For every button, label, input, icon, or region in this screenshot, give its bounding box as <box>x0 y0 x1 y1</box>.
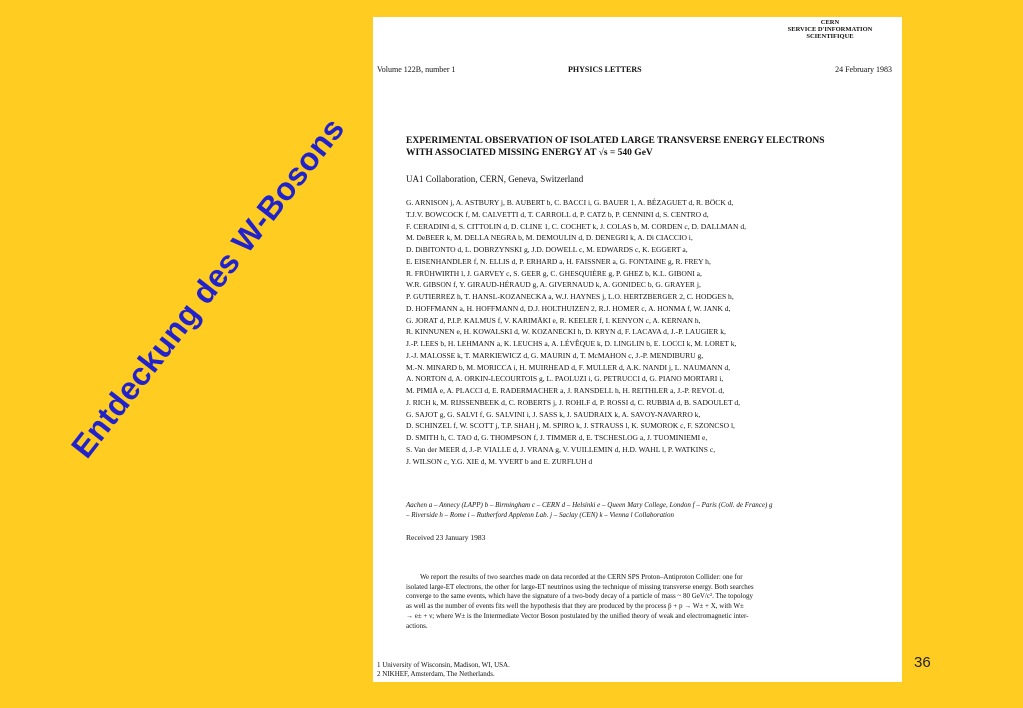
abstract <box>406 573 896 631</box>
author-line: J. WILSON c, Y.G. XIE d, M. YVERT b and E. ZURFLUH d <box>406 456 593 466</box>
author-line: T.J.V. BOWCOCK f, M. CALVETTI d, T. CARROLL d, P. CATZ b, P. CENNINI d, S. CENTRO d, <box>406 209 709 219</box>
issue-date: 24 February 1983 <box>835 65 892 74</box>
author-line: R. KINNUNEN e, H. KOWALSKI d, W. KOZANECKI h, D. KRYN d, F. LACAVA d, J.-P. LAUGIER k, <box>406 327 726 337</box>
stamp-line: SCIENTIFIQUE <box>806 33 854 40</box>
author-line: J.-J. MALOSSE k, T. MARKIEWICZ d, G. MAURIN d, T. McMAHON c, J.-P. MENDIBURU g, <box>406 350 704 360</box>
paper-title <box>406 135 886 159</box>
abstract-line: → e± + ν; where W± is the Intermediate Vector Boson postulated by the unified theory of weak and electromagnetic inter- <box>406 611 749 620</box>
affiliation-line: Aachen a – Annecy (LAPP) b – Birmingham c – CERN d – Helsinki e – Queen Mary College, London f – Paris (Coll. de France) g <box>406 501 773 509</box>
slide-title: Entdeckung des W-Bosons <box>63 110 352 465</box>
author-line: D. DiBITONTO d, L. DOBRZYNSKI g, J.D. DOWELL c, M. EDWARDS c, K. EGGERT a, <box>406 245 688 254</box>
author-line: E. EISENHANDLER f, N. ELLIS d, P. ERHARD a, H. FAISSNER a, G. FONTAINE g, R. FREY h, <box>406 256 711 266</box>
abstract-line: actions. <box>406 621 428 630</box>
abstract-line: isolated large-ET electrons, the other for large-ET neutrinos using the technique of missing transverse energy. Both searches <box>406 582 754 591</box>
author-line: J. RICH k, M. RIJSSENBEEK d, C. ROBERTS j, J. ROHLF d, P. ROSSI d, C. RUBBIA d, B. SADOULET d, <box>406 397 741 407</box>
author-line: A. NORTON d, A. ORKIN-LECOURTOIS g, L. PAOLUZI i, G. PETRUCCI d, G. PIANO MORTARI i, <box>406 374 724 384</box>
author-line: D. SMITH h, C. TAO d, G. THOMPSON f, J. TIMMER d, E. TSCHESLOG a, J. TUOMINIEMI e, <box>406 433 708 442</box>
paper-scan <box>373 17 902 682</box>
footnote: 1 University of Wisconsin, Madison, WI, USA. <box>377 661 510 669</box>
volume-info: Volume 122B, number 1 <box>377 65 456 74</box>
cern-stamp <box>780 19 880 40</box>
author-line: S. Van der MEER d, J.-P. VIALLE d, J. VRANA g, V. VUILLEMIN d, H.D. WAHL l, P. WATKINS c, <box>406 444 716 454</box>
author-line: G. SAJOT g, G. SALVI f, G. SALVINI i, J. SASS k, J. SAUDRAIX k, A. SAVOY-NAVARRO k, <box>406 409 701 419</box>
author-line: G. ARNISON j, A. ASTBURY j, B. AUBERT b, C. BACCI i, G. BAUER 1, A. BÉZAGUET d, R. BÖCK d, <box>406 198 734 207</box>
title-line: WITH ASSOCIATED MISSING ENERGY AT √s = 540 GeV <box>406 148 653 158</box>
stamp-line: SERVICE D'INFORMATION <box>787 26 873 33</box>
journal-header <box>377 65 892 75</box>
page-number: 36 <box>914 654 931 671</box>
author-line: P. GUTIERREZ h, T. HANSL-KOZANECKA a, W.J. HAYNES j, L.O. HERTZBERGER 2, C. HODGES h, <box>406 292 734 301</box>
affiliation-line: – Riverside h – Rome i – Rutherford Appleton Lab. j – Saclay (CEN) k – Vienna l Collaboration <box>406 511 674 519</box>
author-line: G. JORAT d, P.I.P. KALMUS f, V. KARIMÄKI e, R. KEELER f, I. KENYON c, A. KERNAN h, <box>406 315 701 325</box>
abstract-line: We report the results of two searches made on data recorded at the CERN SPS Proton–Antiproton Collider: one for <box>420 573 743 581</box>
author-line: F. CERADINI d, S. CITTOLIN d, D. CLINE 1, C. COCHET k, J. COLAS b, M. CORDEN c, D. DALLMAN d, <box>406 221 746 231</box>
author-line: R. FRÜHWIRTH l, J. GARVEY c, S. GEER g, C. GHESQUIÈRE g, P. GHEZ b, K.L. GIBONI a, <box>406 268 702 278</box>
author-line: D. SCHINZEL f, W. SCOTT j, T.P. SHAH j, M. SPIRO k, J. STRAUSS l, K. SUMOROK c, F. SZONCSO l, <box>406 421 735 431</box>
collaboration: UA1 Collaboration, CERN, Geneva, Switzerland <box>406 174 584 184</box>
journal-name: PHYSICS LETTERS <box>568 65 642 74</box>
author-line: M. DeBEER k, M. DELLA NEGRA b, M. DEMOULIN d, D. DENEGRI k, A. Di CIACCIO i, <box>406 233 693 243</box>
abstract-line: converge to the same events, which have the signature of a two-body decay of a particle of mass ~ 80 GeV/c². The topology <box>406 592 753 601</box>
author-line: D. HOFFMANN a, H. HOFFMANN d, D.J. HOLTHUIZEN 2, R.J. HOMER c, A. HONMA f, W. JANK d, <box>406 303 731 313</box>
abstract-line: as well as the number of events fits well the hypothesis that they are produced by the process p̄ + p → W± + X, with W± <box>406 602 744 611</box>
affiliations <box>406 500 896 520</box>
footnotes <box>377 661 510 679</box>
author-line: M.-N. MINARD b, M. MORICCA i, H. MUIRHEAD d, F. MULLER d, A.K. NANDI j, L. NAUMANN d, <box>406 362 731 372</box>
author-line: J.-P. LEES b, H. LEHMANN a, K. LEUCHS a, A. LÉVÊQUE k, D. LINGLIN b, E. LOCCI k, M. LORET k, <box>406 339 737 348</box>
author-line: W.R. GIBSON f, Y. GIRAUD-HÉRAUD g, A. GIVERNAUD k, A. GONIDEC b, G. GRAYER j, <box>406 280 701 290</box>
received-date: Received 23 January 1983 <box>406 533 486 542</box>
author-list <box>406 197 891 467</box>
title-line: EXPERIMENTAL OBSERVATION OF ISOLATED LARGE TRANSVERSE ENERGY ELECTRONS <box>406 136 825 146</box>
footnote: 2 NIKHEF, Amsterdam, The Netherlands. <box>377 670 495 678</box>
stamp-line: CERN <box>820 19 840 26</box>
author-line: M. PIMIÄ e, A. PLACCI d, E. RADERMACHER a, J. RANSDELL h, H. REITHLER a, J.-P. REVOL d, <box>406 386 725 395</box>
